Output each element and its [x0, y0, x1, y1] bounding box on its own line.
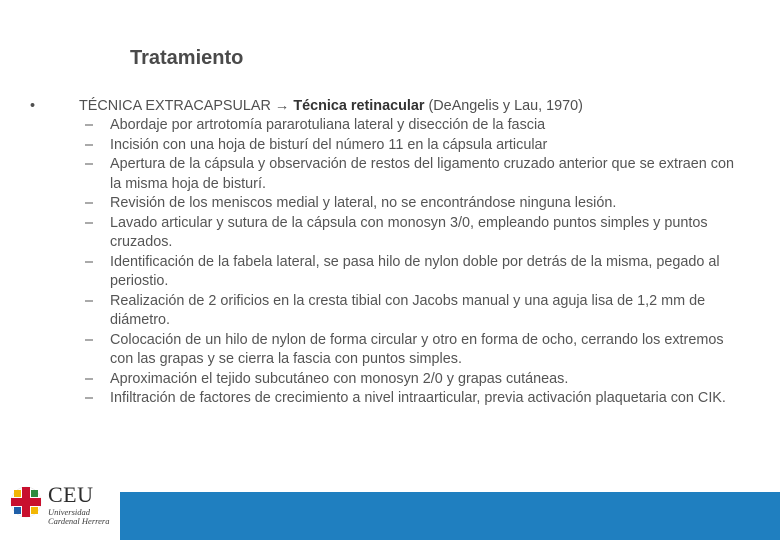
- bullet-text: [30, 96, 750, 116]
- step-text: Identificación de la fabela lateral, se pasa hilo de nylon doble por detrás de la misma, pegado al periostio.: [110, 253, 720, 289]
- procedure-step: [30, 370, 750, 390]
- procedure-step: [30, 253, 750, 292]
- procedure-step: [30, 214, 750, 253]
- procedure-step: [30, 194, 750, 214]
- procedure-step: [30, 389, 750, 409]
- step-text: Abordaje por artrotomía pararotuliana lateral y disección de la fascia: [110, 117, 546, 133]
- step-dash: –: [85, 136, 94, 153]
- step-text: Aproximación el tejido subcutáneo con monosyn 2/0 y grapas cutáneas.: [110, 370, 569, 387]
- slide-content: [30, 96, 750, 409]
- procedure-step: [30, 136, 750, 156]
- footer-accent-bar: [120, 492, 780, 540]
- step-text: Revisión de los meniscos medial y lateral, no se encontrándose ninguna lesión.: [110, 195, 617, 211]
- logo-subtitle-line1: Universidad: [48, 507, 91, 517]
- bullet-marker: •: [30, 98, 36, 114]
- procedure-steps-list: [30, 116, 750, 409]
- procedure-step: [30, 155, 750, 194]
- step-dash: –: [85, 370, 94, 387]
- step-text: Incisión con una hoja de bisturí del número 11 en la cápsula articular: [110, 136, 548, 153]
- step-text: Lavado articular y sutura de la cápsula con monosyn 3/0, empleando puntos simples y puntos cruzados.: [110, 214, 708, 250]
- slide-title: Tratamiento: [130, 47, 244, 69]
- logo-subtitle: [48, 508, 109, 526]
- logo-wordmark: CEU: [48, 482, 94, 507]
- bullet-item: [30, 96, 750, 116]
- step-text: Colocación de un hilo de nylon de forma circular y otro en forma de ocho, cerrando los extremos con las grapas y se cierra la fascia con puntos simples.: [110, 331, 724, 367]
- technique-reference: (DeAngelis y Lau, 1970): [428, 98, 583, 114]
- step-dash: –: [85, 117, 94, 133]
- logo-subtitle-line2: Cardenal Herrera: [48, 516, 110, 526]
- ceu-emblem-icon: [8, 484, 44, 520]
- step-text: Infiltración de factores de crecimiento a nivel intraarticular, previa activación plaquetaria con CIK.: [110, 390, 726, 406]
- step-dash: –: [85, 195, 94, 211]
- arrow-icon: →: [274, 98, 290, 114]
- step-dash: –: [85, 214, 94, 231]
- step-text: Apertura de la cápsula y observación de restos del ligamento cruzado anterior que se extraen con la misma hoja de bisturí.: [110, 156, 734, 192]
- technique-name: Técnica retinacular: [293, 98, 425, 114]
- step-dash: –: [85, 156, 94, 172]
- step-text: Realización de 2 orificios en la cresta tibial con Jacobs manual y una aguja lisa de 1,2 mm de diámetro.: [110, 292, 706, 328]
- university-logo: [8, 484, 120, 534]
- step-dash: –: [85, 253, 94, 270]
- step-dash: –: [85, 390, 94, 406]
- step-dash: –: [85, 331, 94, 348]
- procedure-step: [30, 331, 750, 370]
- procedure-step: [30, 292, 750, 331]
- procedure-step: [30, 116, 750, 136]
- step-dash: –: [85, 292, 94, 309]
- technique-label: TÉCNICA EXTRACAPSULAR: [79, 98, 271, 114]
